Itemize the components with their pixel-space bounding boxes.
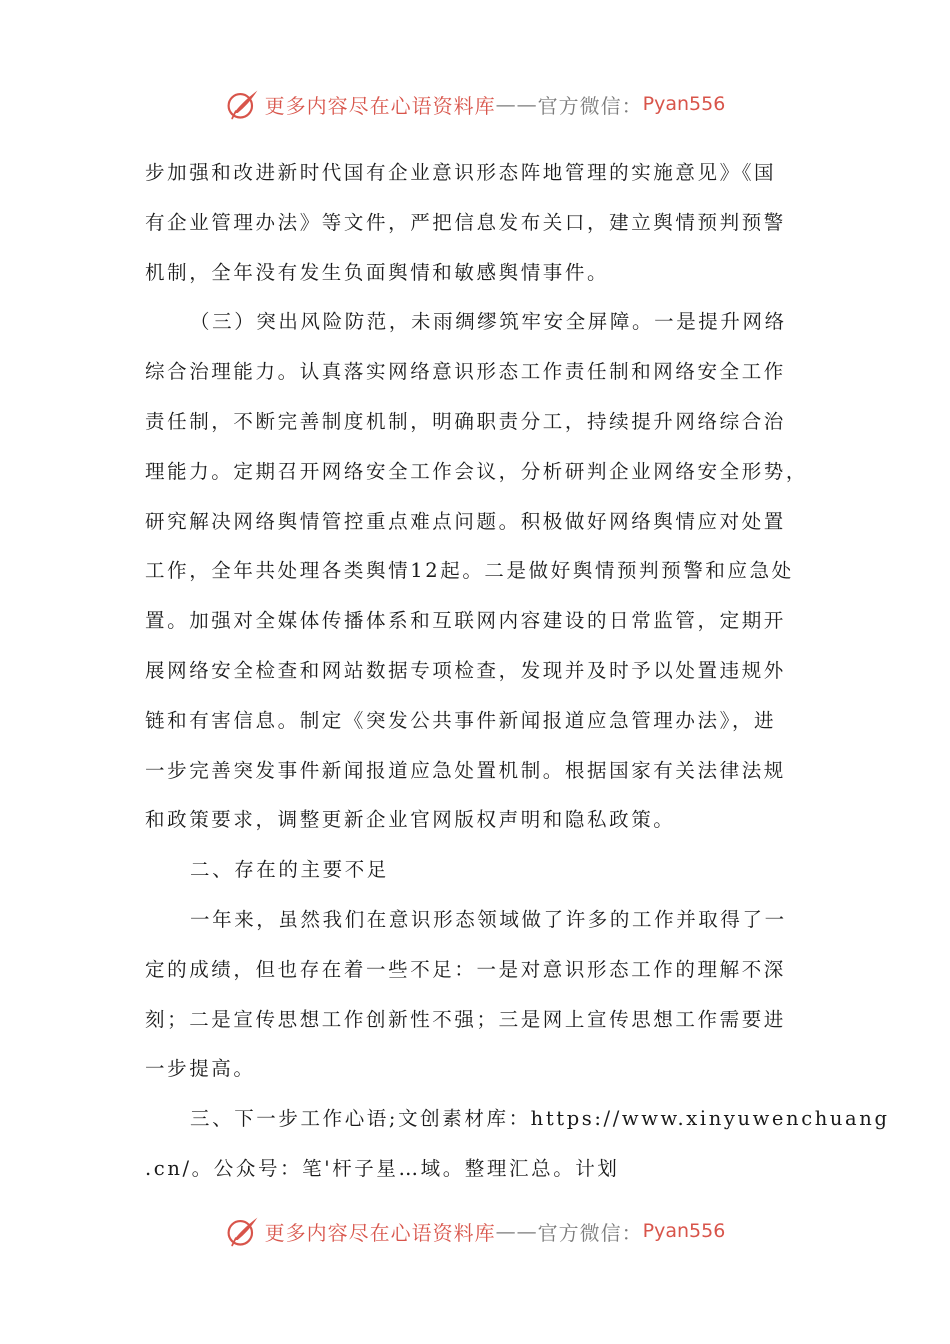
text-line: 责任制，不断完善制度机制，明确职责分工，持续提升网络综合治 <box>145 409 786 433</box>
watermark-dash: —— <box>495 1219 538 1243</box>
text-line: .cn/。公众号：笔'杆子星…域。整理汇总。计划 <box>145 1156 620 1180</box>
section-heading: 三、下一步工作心语;文创素材库：https://www.xinyuwenchuang <box>190 1107 890 1131</box>
text-line: 刻；二是宣传思想工作创新性不强；三是网上宣传思想工作需要进 <box>145 1007 786 1031</box>
watermark-official-text: 官方微信： <box>537 93 643 118</box>
watermark-dash: —— <box>495 92 538 116</box>
document-body <box>145 148 890 1194</box>
watermark-site-text: 更多内容尽在心语资料库 <box>264 1220 496 1245</box>
text-line: 综合治理能力。认真落实网络意识形态工作责任制和网络安全工作 <box>145 360 786 384</box>
text-line: 有企业管理办法》等文件，严把信息发布关口，建立舆情预判预警 <box>145 210 786 234</box>
quill-pen-logo-icon <box>225 1213 261 1249</box>
watermark-site-text: 更多内容尽在心语资料库 <box>264 93 496 118</box>
text-line: 定的成绩，但也存在着一些不足：一是对意识形态工作的理解不深 <box>145 957 786 981</box>
text-line: 一年来，虽然我们在意识形态领域做了许多的工作并取得了一 <box>190 907 787 931</box>
watermark-header <box>0 84 950 124</box>
section-heading-three: （三）突出风险防范，未雨绸缪筑牢安全屏障。一是提升网络 <box>190 310 787 334</box>
text-line: 步加强和改进新时代国有企业意识形态阵地管理的实施意见》《国 <box>145 161 777 184</box>
text-line: 机制，全年没有发生负面舆情和敏感舆情事件。 <box>145 260 610 284</box>
text-line: 一步提高。 <box>145 1057 256 1081</box>
section-heading: 二、存在的主要不足 <box>190 858 389 882</box>
text-line: 展网络安全检查和网站数据专项检查，发现并及时予以处置违规外 <box>145 658 786 682</box>
watermark-official-text: 官方微信： <box>537 1220 643 1245</box>
text-line: 链和有害信息。制定《突发公共事件新闻报道应急管理办法》，进 <box>145 708 777 732</box>
text-line: 和政策要求，调整更新企业官网版权声明和隐私政策。 <box>145 808 676 832</box>
text-line: 工作，全年共处理各类舆情12起。二是做好舆情预判预警和应急处 <box>145 559 794 583</box>
quill-pen-logo-icon <box>225 86 261 122</box>
text-line: 研究解决网络舆情管控重点难点问题。积极做好网络舆情应对处置 <box>145 509 786 533</box>
watermark-footer <box>0 1211 950 1251</box>
text-line: 理能力。定期召开网络安全工作会议，分析研判企业网络安全形势， <box>145 459 809 483</box>
text-line: 一步完善突发事件新闻报道应急处置机制。根据国家有关法律法规 <box>145 758 786 782</box>
watermark-wechat-id: Pyan556 <box>642 93 726 115</box>
text-line: 置。加强对全媒体传播体系和互联网内容建设的日常监管，定期开 <box>145 609 786 633</box>
watermark-wechat-id: Pyan556 <box>642 1220 726 1242</box>
